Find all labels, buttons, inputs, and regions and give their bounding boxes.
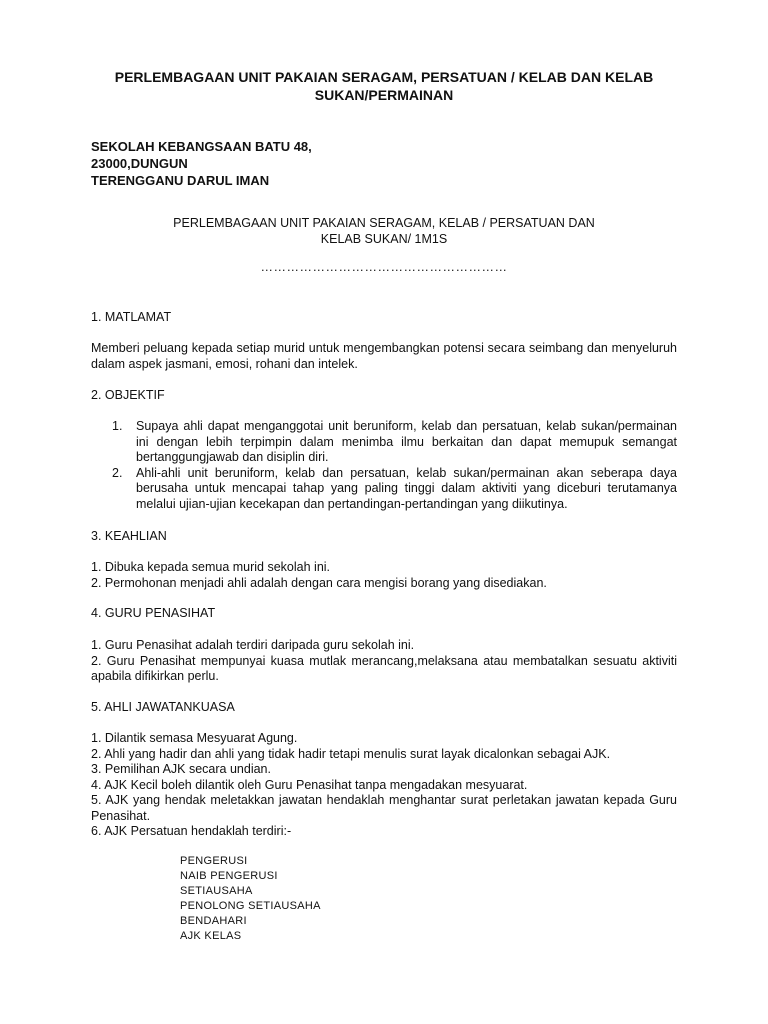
ajk-line: 5. AJK yang hendak meletakkan jawatan hendaklah menghantar surat perletakan jawatan kepada Guru Penasihat. xyxy=(91,793,677,823)
objektif-item-text: Ahli-ahli unit beruniform, kelab dan persatuan, kelab sukan/permainan akan seberapa daya berusaha untuk mencapai tahap yang paling tinggi dalam aktiviti yang diceburi terutamanya melalui ujian-ujian kecekapan dan pertandingan-pertandingan yang diikutinya. xyxy=(136,465,677,511)
role-item: NAIB PENGERUSI xyxy=(180,870,278,882)
matlamat-text: Memberi peluang kepada setiap murid untuk mengembangkan potensi secara seimbang dan menyeluruh dalam aspek jasmani, emosi, rohani dan intelek. xyxy=(91,341,677,371)
section-heading-ahli-jawatankuasa: 5. AHLI JAWATANKUASA xyxy=(91,700,235,714)
guru-penasihat-line: 2. Guru Penasihat mempunyai kuasa mutlak merancang,melaksana atau membatalkan sesuatu aktiviti apabila difikirkan perlu. xyxy=(91,653,677,683)
keahlian-line: 1. Dibuka kepada semua murid sekolah ini. xyxy=(91,560,331,574)
ajk-line: 6. AJK Persatuan hendaklah terdiri:- xyxy=(91,824,292,838)
section-heading-guru-penasihat: 4. GURU PENASIHAT xyxy=(91,606,216,620)
ajk-list xyxy=(91,731,677,840)
role-item: BENDAHARI xyxy=(180,915,247,927)
subtitle-line-2: KELAB SUKAN/ 1M1S xyxy=(320,232,448,246)
objektif-item xyxy=(91,419,677,466)
keahlian-list xyxy=(91,560,677,591)
guru-penasihat-list xyxy=(91,638,677,685)
dotted-separator: ………………………………………………… xyxy=(260,260,508,274)
school-postcode-town: 23000,DUNGUN xyxy=(91,156,188,171)
ajk-line: 4. AJK Kecil boleh dilantik oleh Guru Penasihat tanpa mengadakan mesyuarat. xyxy=(91,777,528,792)
guru-penasihat-line: 1. Guru Penasihat adalah terdiri daripada guru sekolah ini. xyxy=(91,638,415,652)
objektif-item xyxy=(91,466,677,513)
role-item: AJK KELAS xyxy=(180,930,242,942)
section-heading-keahlian: 3. KEAHLIAN xyxy=(91,529,167,543)
role-item: PENOLONG SETIAUSAHA xyxy=(180,900,321,912)
section-heading-matlamat: 1. MATLAMAT xyxy=(91,310,172,324)
document-title xyxy=(80,68,688,104)
title-line-1: PERLEMBAGAAN UNIT PAKAIAN SERAGAM, PERSATUAN / KELAB DAN KELAB xyxy=(114,69,654,85)
objektif-item-text: Supaya ahli dapat menganggotai unit beruniform, kelab dan persatuan, kelab sukan/permainan ini dengan lebih terpimpin dalam menimba ilmu berkaitan dan dapat memupuk semangat bertanggungjawab dan disiplin diri. xyxy=(136,419,677,464)
objektif-list xyxy=(91,419,677,512)
subtitle-line-1: PERLEMBAGAAN UNIT PAKAIAN SERAGAM, KELAB / PERSATUAN DAN xyxy=(173,216,595,230)
role-item: SETIAUSAHA xyxy=(180,885,253,897)
section-heading-objektif: 2. OBJEKTIF xyxy=(91,388,165,402)
title-line-2: SUKAN/PERMAINAN xyxy=(314,87,454,103)
ajk-line: 3. Pemilihan AJK secara undian. xyxy=(91,762,271,776)
ajk-line: 2. Ahli yang hadir dan ahli yang tidak hadir tetapi menulis surat layak dicalonkan sebagai AJK. xyxy=(91,746,611,761)
keahlian-line: 2. Permohonan menjadi ahli adalah dengan cara mengisi borang yang disediakan. xyxy=(91,575,547,590)
ajk-roles-list xyxy=(180,854,321,944)
objektif-item-number: 1. xyxy=(112,419,123,433)
school-state: TERENGGANU DARUL IMAN xyxy=(91,173,270,188)
school-address xyxy=(91,138,312,189)
document-subtitle xyxy=(120,215,648,247)
ajk-line: 1. Dilantik semasa Mesyuarat Agung. xyxy=(91,731,298,745)
objektif-item-number: 2. xyxy=(112,465,123,480)
role-item: PENGERUSI xyxy=(180,855,248,867)
school-name: SEKOLAH KEBANGSAAN BATU 48, xyxy=(91,139,312,154)
